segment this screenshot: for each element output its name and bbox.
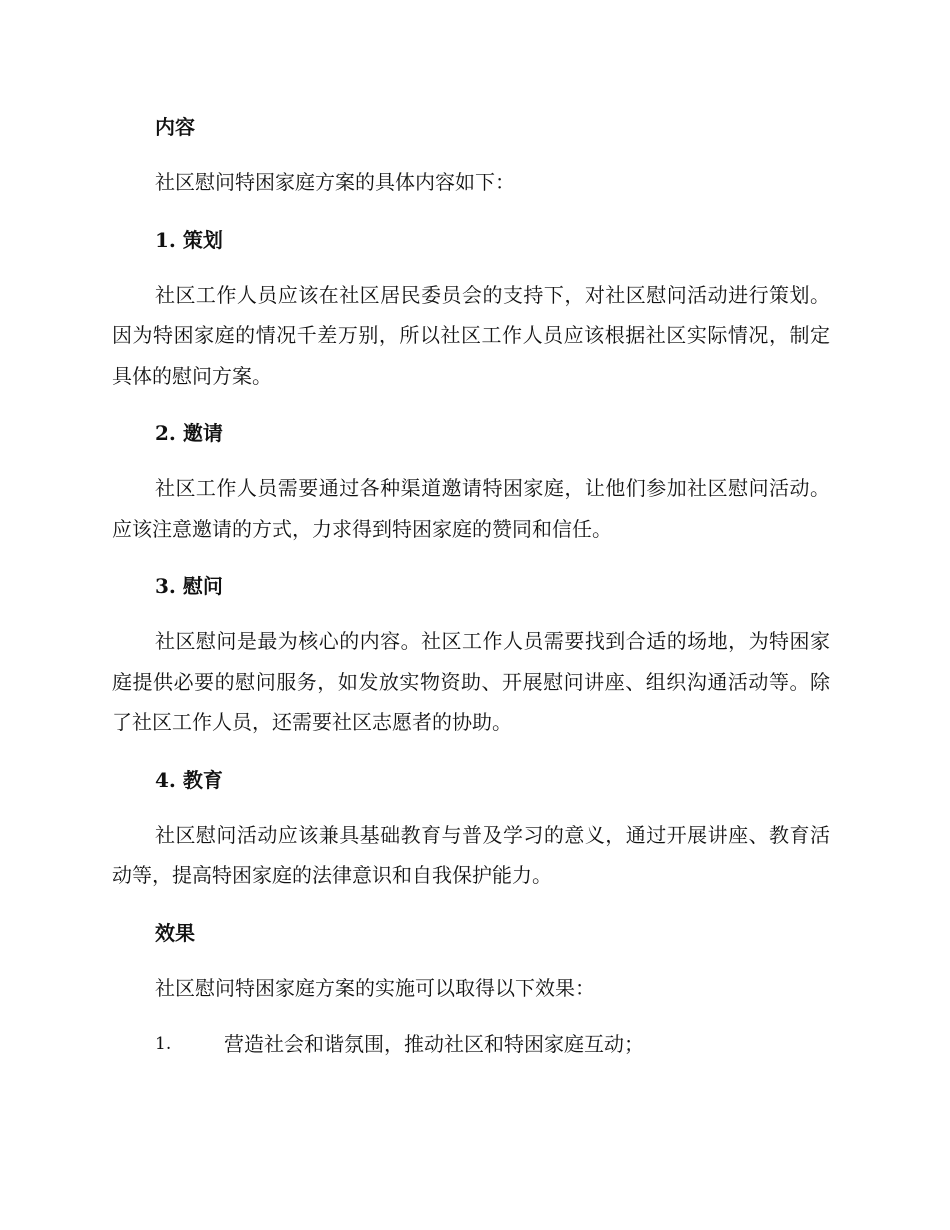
- list-item-number: 1.: [155, 1034, 172, 1054]
- section-heading-effect: 效果: [155, 920, 195, 945]
- content-intro: 社区慰问特困家庭方案的具体内容如下：: [155, 170, 515, 194]
- item-heading-planning: 1. 策划: [155, 227, 223, 252]
- list-item-text: 营造社会和谐氛围，推动社区和特困家庭互动；: [224, 1032, 644, 1056]
- item-heading-visit: 3. 慰问: [155, 574, 223, 598]
- effect-intro: 社区慰问特困家庭方案的实施可以取得以下效果：: [155, 975, 595, 1000]
- item-text-invitation: 社区工作人员需要通过各种渠道邀请特困家庭，让他们参加社区慰问活动。应该注意邀请的方式，力求得到特困家庭的赞同和信任。: [112, 476, 830, 541]
- item-text-visit: 社区慰问是最为核心的内容。社区工作人员需要找到合适的场地，为特困家庭提供必要的慰问服务，如发放实物资助、开展慰问讲座、组织沟通活动等。除了社区工作人员，还需要社区志愿者的协助。: [112, 629, 830, 734]
- list-item: [112, 1024, 830, 1064]
- item-text-education: 社区慰问活动应该兼具基础教育与普及学习的意义，通过开展讲座、教育活动等，提高特困家庭的法律意识和自我保护能力。: [112, 822, 830, 887]
- item-heading-invitation: 2. 邀请: [155, 421, 223, 445]
- item-text-planning: 社区工作人员应该在社区居民委员会的支持下，对社区慰问活动进行策划。因为特困家庭的情况千差万别，所以社区工作人员应该根据社区实际情况，制定具体的慰问方案。: [112, 282, 830, 388]
- document-page: [112, 108, 830, 1064]
- section-heading-content: 内容: [155, 115, 195, 139]
- item-heading-education: 4. 教育: [155, 767, 223, 792]
